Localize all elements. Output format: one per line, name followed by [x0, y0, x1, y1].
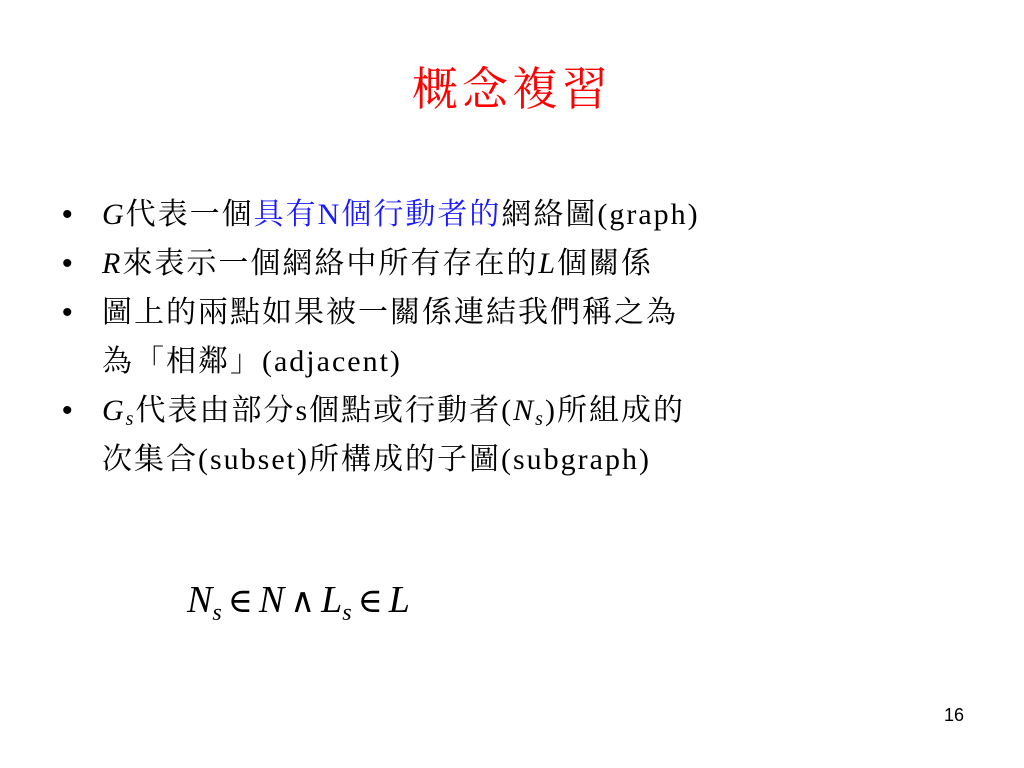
- bullet-text: 為「相鄰」(adjacent): [102, 345, 402, 378]
- bullet-text: 個關係: [557, 247, 654, 280]
- bullet-text: 次集合(subset)所構成的子圖(subgraph): [102, 443, 651, 476]
- formula-subscript-s: s: [212, 600, 222, 626]
- bullet-marker: •: [62, 394, 75, 427]
- bullet-marker: •: [62, 247, 75, 280]
- formula-var-l: L: [388, 579, 410, 621]
- bullet-text: )所組成的: [544, 394, 685, 427]
- bullet-text: 代表一個: [125, 198, 254, 231]
- formula-var-l: L: [321, 579, 343, 621]
- subscript-s: s: [125, 408, 136, 430]
- slide-title: 概念複習: [412, 64, 612, 115]
- page-number: 16: [943, 705, 964, 725]
- subscript-s: s: [535, 408, 545, 430]
- highlighted-text: 具有N個行動者的: [253, 198, 502, 231]
- formula-var-n: N: [258, 579, 285, 621]
- bullet-text: 來表示一個網絡中所有存在的: [122, 247, 539, 280]
- bullet-text: 圖上的兩點如果被一關係連結我們稱之為: [102, 296, 678, 329]
- bullet-marker: •: [62, 198, 75, 231]
- element-of-symbol: ∈: [357, 581, 383, 621]
- variable-l: L: [538, 247, 558, 280]
- bullet-subgraph-definition: [62, 386, 962, 484]
- bullet-list: [62, 190, 962, 484]
- bullet-graph-definition: [62, 190, 962, 239]
- bullet-adjacent-definition: [62, 288, 962, 386]
- formula-subscript-s: s: [342, 600, 352, 626]
- bullet-marker: •: [62, 296, 75, 329]
- bullet-text: 網絡圖(graph): [501, 198, 700, 231]
- variable-n: N: [513, 394, 536, 427]
- variable-g: G: [102, 198, 126, 231]
- element-of-symbol: ∈: [227, 581, 253, 621]
- subgraph-formula: [187, 576, 410, 625]
- variable-g: G: [102, 394, 126, 427]
- variable-r: R: [102, 247, 123, 280]
- logical-and-symbol: ∧: [290, 581, 316, 621]
- bullet-text: 代表由部分s個點或行動者(: [135, 394, 514, 427]
- formula-var-n: N: [187, 579, 213, 621]
- bullet-relation-definition: [62, 239, 962, 288]
